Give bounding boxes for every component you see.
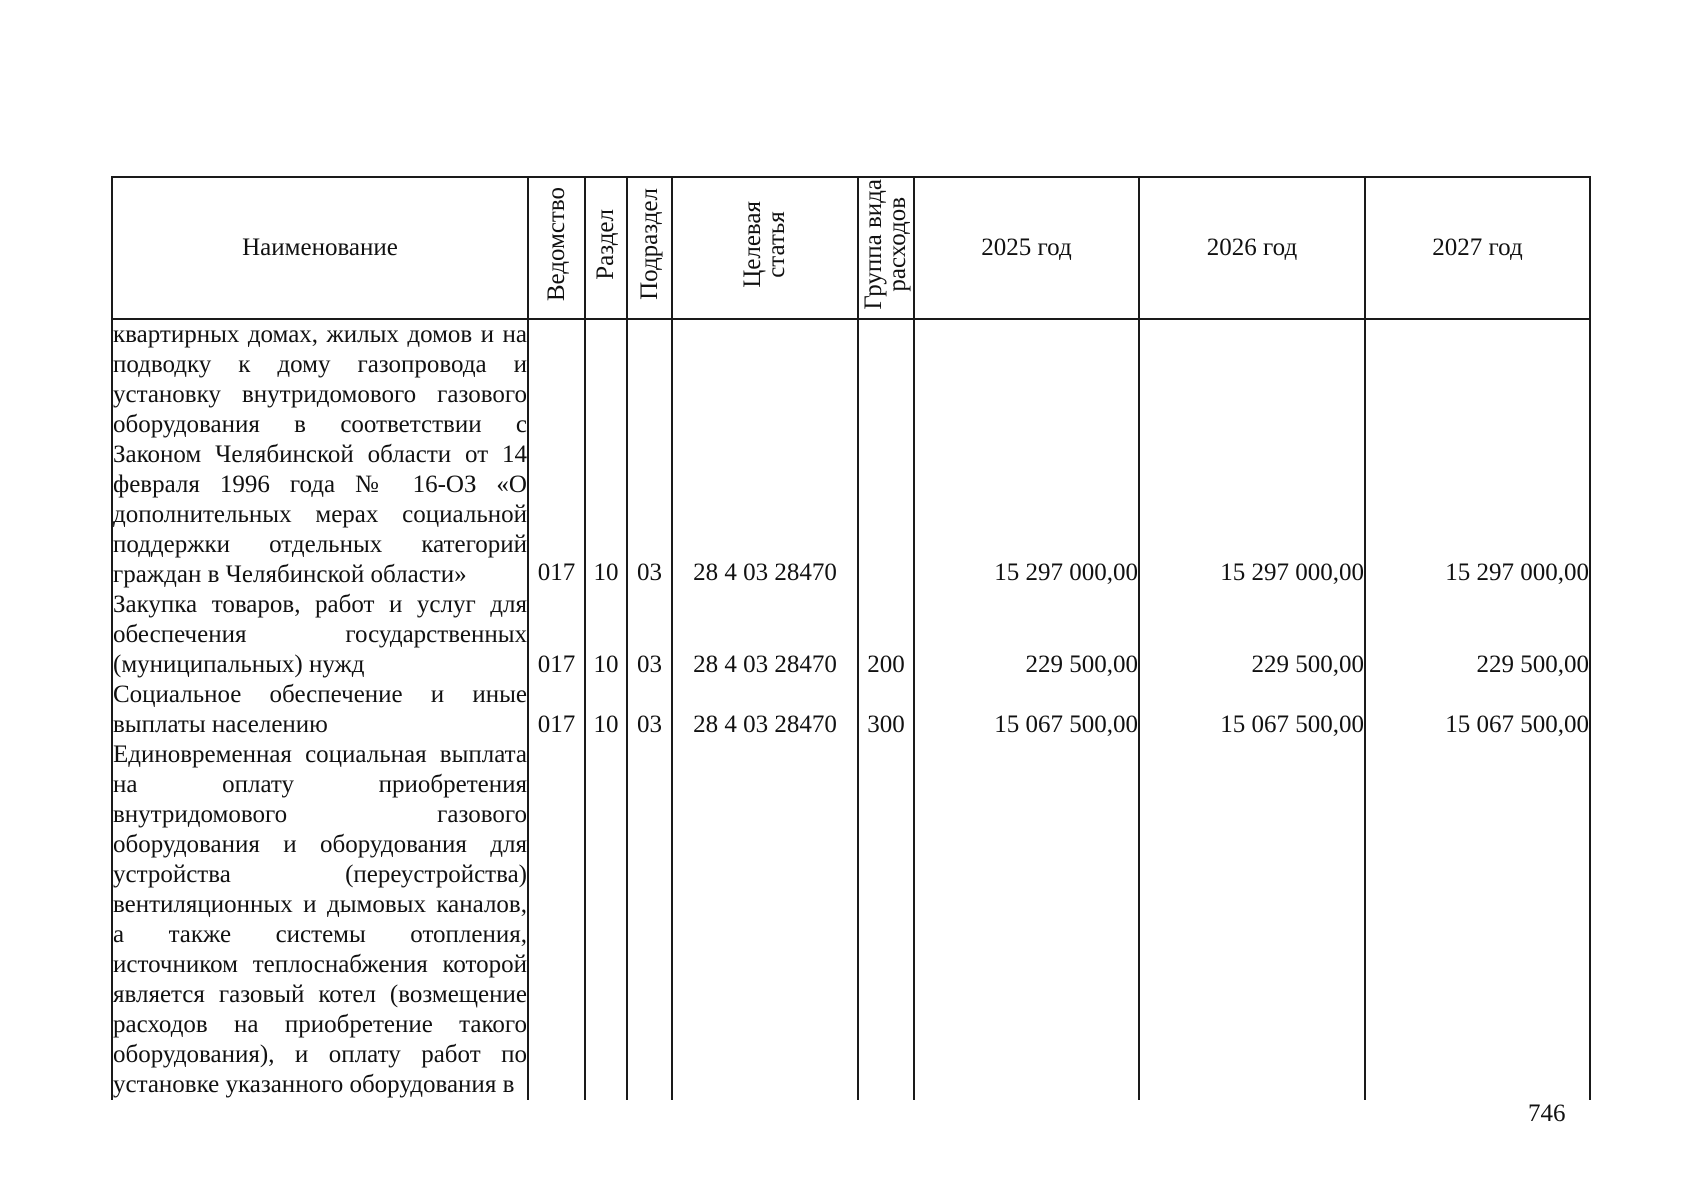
header-2027: 2027 год [1365, 177, 1590, 319]
row-celevaya: 28 4 03 28470 [672, 590, 858, 680]
row-podrazdel: 03 [627, 680, 672, 740]
row-amount-2027: 229 500,00 [1365, 590, 1590, 680]
table-row [112, 740, 1590, 1100]
row-gruppa: 200 [858, 590, 914, 680]
row-amount-2025 [914, 740, 1139, 1100]
row-razdel [585, 740, 627, 1100]
row-razdel: 10 [585, 680, 627, 740]
row-amount-2026: 229 500,00 [1139, 590, 1365, 680]
row-ved: 017 [528, 680, 585, 740]
header-podrazdel: Подраздел [627, 177, 672, 319]
header-vedomstvo: Ведомство [528, 177, 585, 319]
header-name: Наименование [112, 177, 528, 319]
row-amount-2026: 15 067 500,00 [1139, 680, 1365, 740]
row-podrazdel: 03 [627, 319, 672, 590]
header-celevaya-statya [672, 177, 858, 319]
header-gruppa-vida-rashodov [858, 177, 914, 319]
row-amount-2025: 15 067 500,00 [914, 680, 1139, 740]
table-row [112, 319, 1590, 590]
row-razdel: 10 [585, 319, 627, 590]
row-gruppa: 300 [858, 680, 914, 740]
celevaya-text: Целевая статья [739, 200, 790, 288]
row-ved: 017 [528, 319, 585, 590]
row-name: Социальное обеспечение и иные выплаты населению [113, 681, 527, 738]
row-celevaya [672, 740, 858, 1100]
row-razdel: 10 [585, 590, 627, 680]
row-name: Закупка товаров, работ и услуг для обеспечения государственных (муниципальных) нужд [113, 591, 527, 678]
row-podrazdel [627, 740, 672, 1100]
row-ved: 017 [528, 590, 585, 680]
row-amount-2027: 15 297 000,00 [1365, 319, 1590, 590]
gruppa-text: Группа вида расходов [860, 178, 911, 310]
header-razdel: Раздел [585, 177, 627, 319]
row-celevaya: 28 4 03 28470 [672, 680, 858, 740]
row-podrazdel: 03 [627, 590, 672, 680]
table-row [112, 680, 1590, 740]
budget-table [111, 176, 1591, 1100]
header-2025: 2025 год [914, 177, 1139, 319]
row-name: Единовременная социальная выплата на оплату приобретения внутридомового газового оборудования и оборудования для устройства (переустройства) вентиляционных и дымовых каналов, а также системы отопления, источником теплоснабжения которой является газовый котел (возмещение расходов на приобретение такого оборудования), и оплату работ по установке указанного оборудования в [113, 741, 527, 1098]
row-name: квартирных домах, жилых домов и на подводку к дому газопровода и установку внутридомового газового оборудования в соответствии с Законом Челябинской области от 14 февраля 1996 года № 16-ОЗ «О дополнительных мерах социальной поддержки отдельных категорий граждан в Челябинской области» [113, 321, 527, 588]
page-number: 746 [1528, 1100, 1566, 1127]
row-amount-2027 [1365, 740, 1590, 1100]
table-header-row [112, 177, 1590, 319]
row-amount-2025: 15 297 000,00 [914, 319, 1139, 590]
row-amount-2027: 15 067 500,00 [1365, 680, 1590, 740]
row-amount-2026: 15 297 000,00 [1139, 319, 1365, 590]
row-celevaya: 28 4 03 28470 [672, 319, 858, 590]
table-row [112, 590, 1590, 680]
row-amount-2025: 229 500,00 [914, 590, 1139, 680]
header-2026: 2026 год [1139, 177, 1365, 319]
row-ved [528, 740, 585, 1100]
row-gruppa [858, 740, 914, 1100]
row-amount-2026 [1139, 740, 1365, 1100]
row-gruppa [858, 319, 914, 590]
